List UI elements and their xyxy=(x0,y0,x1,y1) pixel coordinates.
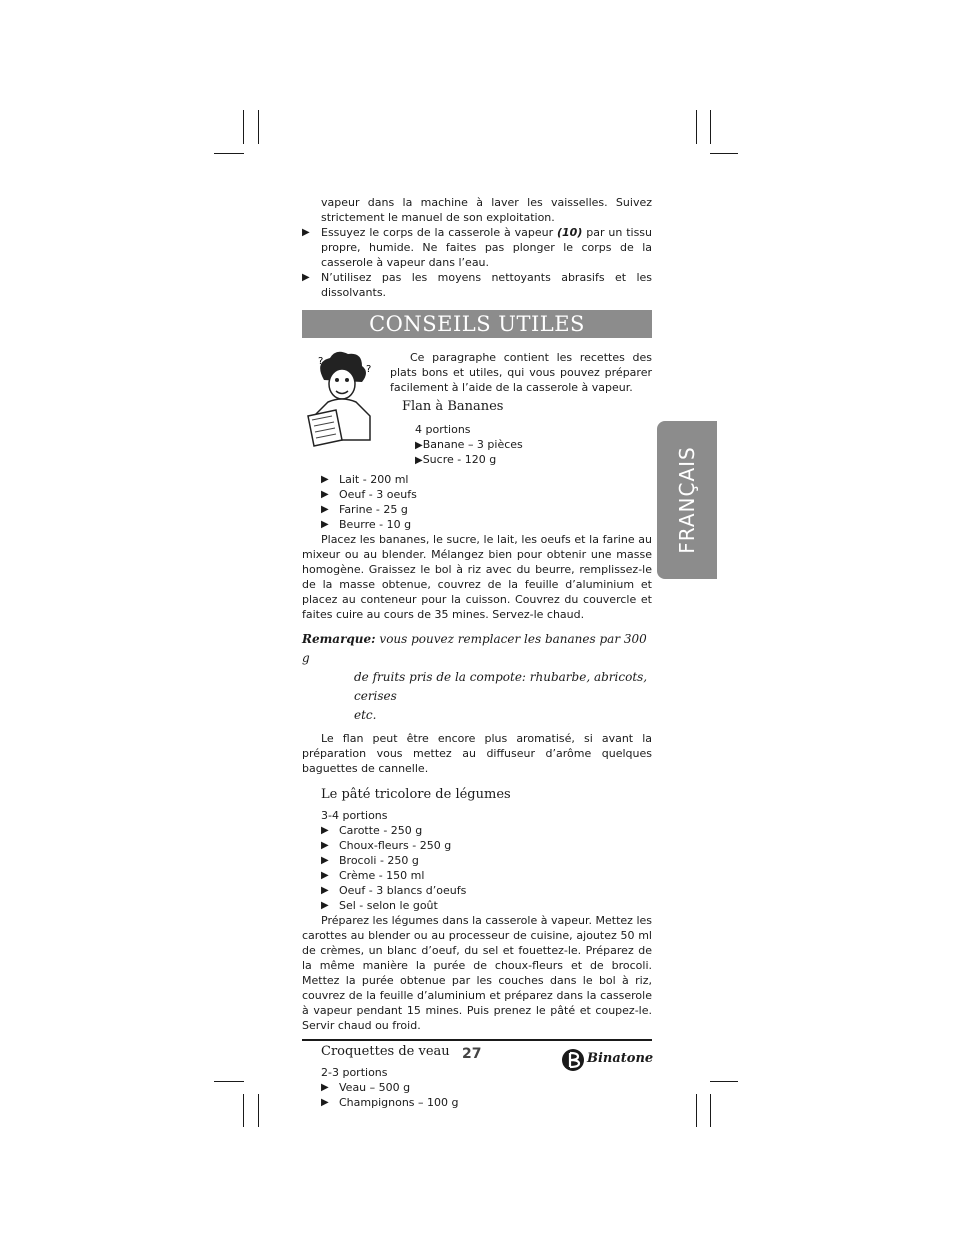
intro-bullet: ▶ Essuyez le corps de la casserole à vapeur (10) par un tissu propre, humide. Ne faites pas plonger le corps de la casserole à vapeur dans l’eau. xyxy=(302,226,652,269)
croquettes-items xyxy=(302,1065,652,1110)
footer-rule xyxy=(302,1039,652,1041)
main-column xyxy=(302,195,652,1110)
chef-reading-illustration xyxy=(302,350,382,450)
flan-portions: 4 portions xyxy=(415,423,471,436)
flan-method: Placez les bananes, le sucre, le lait, les oeufs et la farine au mixeur ou au blender. Mélangez bien pour obtenir une masse homogène. Graissez le bol à riz avec du beurre, remplissez-le de la masse obtenue, couvrez de la feuille d’aluminium et placez au conteneur pour la cuisson. Couvrez du couvercle et faites cuire au cours de 35 mines. Servez-le chaud. xyxy=(302,533,652,621)
croquettes-item: ▶ Champignons – 100 g xyxy=(321,1096,459,1109)
croquettes-portions: 2-3 portions xyxy=(321,1066,388,1079)
flan-note: Le flan peut être encore plus aromatisé, si avant la préparation vous mettez au diffuseur d’arôme quelques baguettes de cannelle. xyxy=(302,732,652,775)
triangle-bullet-icon: ▶ xyxy=(302,227,310,238)
flan-item: ▶ Oeuf - 3 oeufs xyxy=(321,488,417,501)
page-number: 27 xyxy=(462,1046,482,1062)
language-tab xyxy=(657,421,717,579)
brand-name: Binatone xyxy=(587,1051,654,1066)
pate-item: ▶ Carotte - 250 g xyxy=(321,824,423,837)
language-tab-label: FRANÇAIS xyxy=(675,446,699,554)
remark: Remarque: vous pouvez remplacer les bananes par 300 g de fruits pris de la compote: rhubarbe, abricots, cerises etc. xyxy=(302,632,648,722)
intro-bullet: ▶ N’utilisez pas les moyens nettoyants abrasifs et les dissolvants. xyxy=(302,271,652,299)
pate-item: ▶ Sel - selon le goût xyxy=(321,899,438,912)
pate-item: ▶ Brocoli - 250 g xyxy=(321,854,419,867)
flan-items xyxy=(302,472,652,532)
flan-item: ▶ Lait - 200 ml xyxy=(321,473,409,486)
svg-text:?: ? xyxy=(366,364,372,375)
pate-item: ▶ Choux-fleurs - 250 g xyxy=(321,839,452,852)
svg-text:?: ? xyxy=(318,356,324,367)
triangle-bullet-icon: ▶ xyxy=(302,272,310,283)
binatone-logo-icon xyxy=(561,1048,585,1072)
lead-block xyxy=(302,350,652,472)
croquettes-title: Croquettes de veau xyxy=(321,1044,450,1059)
pate-title: Le pâté tricolore de légumes xyxy=(321,787,511,802)
pate-method: Préparez les légumes dans la casserole à vapeur. Mettez les carottes au blender ou au processeur de cuisine, ajoutez 50 ml de crèmes, un blanc d’oeuf, du sel et fouettez-le. Préparez de la même manière la purée de choux-fleurs et de brocoli. Mettez la purée obtenue par les couches dans le bol à riz, couvrez de la feuille d’aluminium et préparez dans la casserole à vapeur pendant 15 mines. Puis prenez le pâté et coupez-le. Servir chaud ou froid. xyxy=(302,914,652,1032)
brand-logo xyxy=(561,1048,654,1072)
lead-text: Ce paragraphe contient les recettes des plats bons et utiles, qui vous pouvez préparer facilement à l’aide de la casserole à vapeur. xyxy=(390,351,652,394)
flan-item: ▶ Farine - 25 g xyxy=(321,503,408,516)
flan-item: ▶ Beurre - 10 g xyxy=(321,518,412,531)
flan-item: ▶Sucre - 120 g xyxy=(415,453,497,466)
intro-continuation: vapeur dans la machine à laver les vaisselles. Suivez strictement le manuel de son exploitation. xyxy=(321,196,652,224)
flan-item: ▶Banane – 3 pièces xyxy=(415,438,523,451)
section-banner: CONSEILS UTILES xyxy=(302,310,652,338)
pate-portions: 3-4 portions xyxy=(321,809,388,822)
flan-title: Flan à Bananes xyxy=(402,399,504,414)
pate-item: ▶ Oeuf - 3 blancs d’oeufs xyxy=(321,884,467,897)
pate-items xyxy=(302,808,652,913)
croquettes-item: ▶ Veau – 500 g xyxy=(321,1081,411,1094)
pate-item: ▶ Crème - 150 ml xyxy=(321,869,425,882)
